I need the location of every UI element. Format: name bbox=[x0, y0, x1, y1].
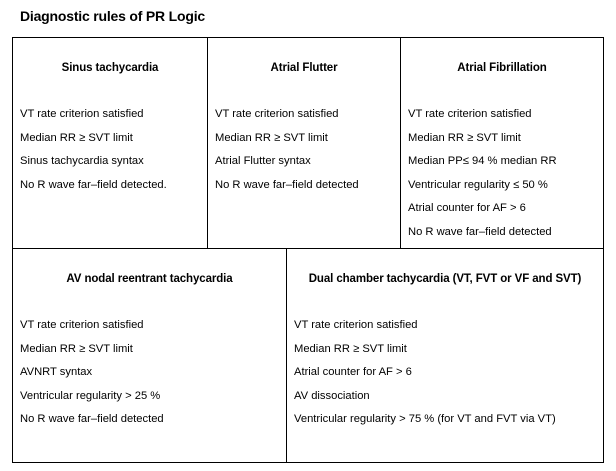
rule-item: VT rate criterion satisfied bbox=[215, 108, 339, 120]
rule-item: Atrial counter for AF > 6 bbox=[408, 202, 526, 215]
rule-item: Atrial Flutter syntax bbox=[215, 155, 311, 168]
rule-item: Median RR ≥ SVT limit bbox=[20, 131, 133, 144]
cell-avnrt bbox=[13, 249, 286, 462]
cell-atrial-fibrillation bbox=[401, 38, 603, 248]
cell-heading: Sinus tachycardia bbox=[61, 62, 159, 74]
cell-dual-chamber-tachycardia bbox=[287, 249, 603, 462]
rule-item: Median RR ≥ SVT limit bbox=[215, 131, 328, 144]
rule-item: Median PP≤ 94 % median RR bbox=[408, 155, 557, 168]
cell-atrial-flutter bbox=[208, 38, 400, 248]
rule-list bbox=[215, 107, 359, 201]
rule-item: Median RR ≥ SVT limit bbox=[20, 342, 133, 355]
cell-heading: Atrial Fibrillation bbox=[457, 62, 547, 74]
rule-item: Ventricular regularity > 25 % bbox=[20, 389, 161, 402]
rule-list bbox=[20, 107, 167, 201]
cell-heading: AV nodal reentrant tachycardia bbox=[66, 273, 233, 285]
rule-item: VT rate criterion satisfied bbox=[20, 319, 144, 331]
rule-item: No R wave far–field detected bbox=[408, 225, 552, 238]
rule-item: AV dissociation bbox=[294, 389, 370, 402]
rule-item: Ventricular regularity ≤ 50 % bbox=[408, 178, 548, 191]
cell-heading: Atrial Flutter bbox=[270, 62, 338, 74]
rule-item: Median RR ≥ SVT limit bbox=[408, 131, 521, 144]
cell-sinus-tachycardia bbox=[13, 38, 207, 248]
rule-list bbox=[408, 107, 557, 249]
rule-item: No R wave far–field detected bbox=[20, 413, 164, 426]
rule-item: Atrial counter for AF > 6 bbox=[294, 366, 412, 379]
page-title: Diagnostic rules of PR Logic bbox=[20, 8, 205, 24]
rule-item: Ventricular regularity > 75 % (for VT and FVT via VT) bbox=[294, 413, 556, 426]
rule-list bbox=[294, 318, 556, 436]
rule-item: VT rate criterion satisfied bbox=[408, 108, 532, 120]
rule-item: Sinus tachycardia syntax bbox=[20, 155, 144, 168]
rule-item: No R wave far–field detected. bbox=[20, 178, 167, 191]
rule-item: AVNRT syntax bbox=[20, 366, 93, 379]
rule-list bbox=[20, 318, 164, 436]
rule-item: No R wave far–field detected bbox=[215, 178, 359, 191]
cell-heading: Dual chamber tachycardia (VT, FVT or VF and SVT) bbox=[308, 273, 582, 285]
rule-item: VT rate criterion satisfied bbox=[294, 319, 418, 331]
rule-item: Median RR ≥ SVT limit bbox=[294, 342, 407, 355]
rules-table bbox=[12, 37, 604, 463]
rule-item: VT rate criterion satisfied bbox=[20, 108, 144, 120]
